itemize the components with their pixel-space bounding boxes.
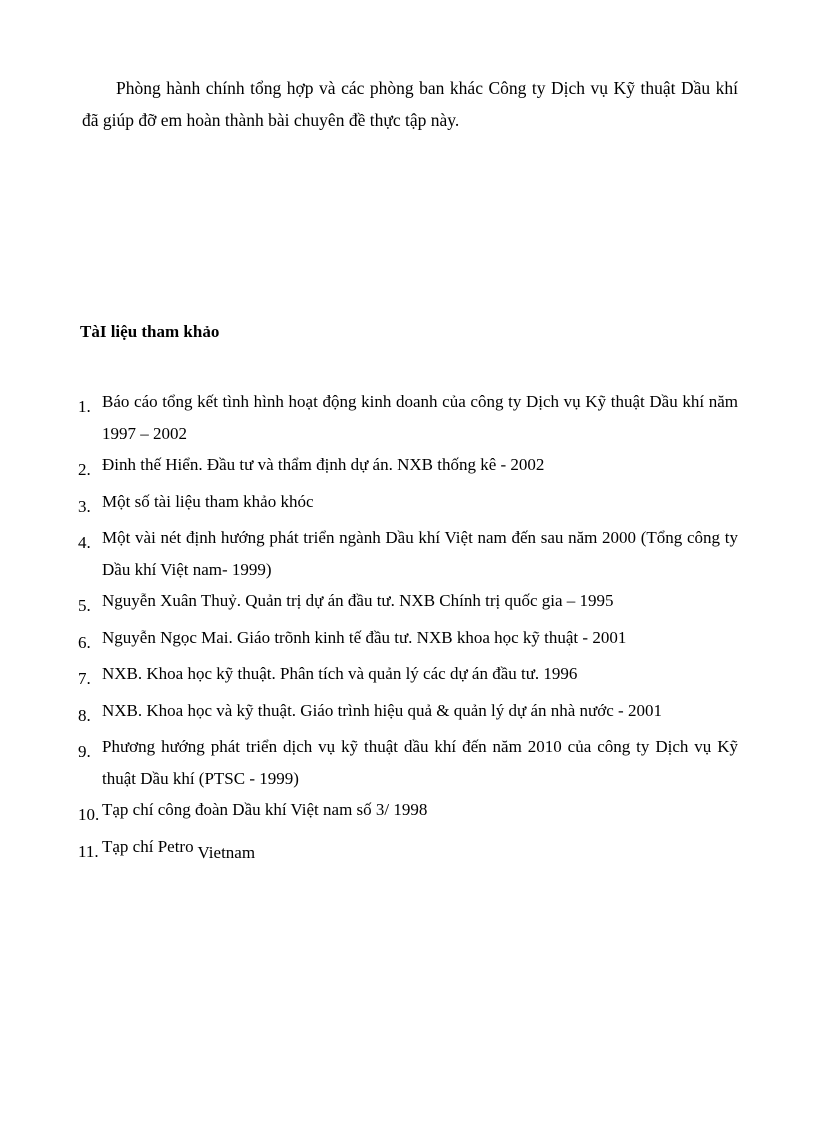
reference-text: Một vài nét định hướng phát triển ngành Dầu khí Việt nam đến sau năm 2000 (Tổng công ty Dầu khí Việt nam- 1999) [102, 528, 738, 579]
reference-text: Báo cáo tổng kết tình hình hoạt động kinh doanh của công ty Dịch vụ Kỹ thuật Dầu khí năm 1997 – 2002 [102, 392, 738, 443]
reference-text-part: Vietnam [197, 842, 256, 862]
reference-item [78, 731, 738, 794]
reference-text: NXB. Khoa học và kỹ thuật. Giáo trình hiệu quả & quản lý dự án nhà nước - 2001 [102, 700, 662, 720]
reference-text: Nguyễn Ngọc Mai. Giáo trõnh kinh tế đầu tư. NXB khoa học kỹ thuật - 2001 [102, 627, 627, 647]
reference-item [78, 486, 738, 523]
reference-text: Nguyễn Xuân Thuỷ. Quản trị dự án đầu tư. NXB Chính trị quốc gia – 1995 [102, 591, 614, 610]
reference-number: 4. [78, 533, 91, 552]
reference-item [78, 386, 738, 449]
reference-number: 11. [78, 841, 99, 861]
reference-number: 9. [78, 742, 91, 761]
reference-text: Một số tài liệu tham khảo khóc [102, 491, 314, 511]
reference-item [78, 794, 738, 831]
reference-item [78, 695, 738, 732]
reference-number: 10. [78, 805, 100, 824]
reference-number: 2. [78, 460, 91, 479]
reference-number: 7. [78, 669, 91, 688]
reference-number: 6. [78, 632, 91, 652]
reference-number: 8. [78, 705, 91, 725]
reference-text-part: Tạp chí Petro [102, 836, 194, 856]
reference-text: Đinh thế Hiển. Đầu tư và thẩm định dự án. NXB thống kê - 2002 [102, 455, 545, 474]
reference-text: Tạp chí công đoàn Dầu khí Việt nam số 3/ 1998 [102, 800, 428, 819]
reference-item [78, 831, 738, 868]
reference-text [102, 831, 738, 863]
reference-number: 3. [78, 496, 91, 516]
reference-item [78, 449, 738, 486]
references-list [78, 386, 738, 867]
references-heading: TàI liệu tham khảo [80, 322, 220, 341]
intro-paragraph: Phòng hành chính tổng hợp và các phòng ban khác Công ty Dịch vụ Kỹ thuật Dầu khí đã giúp đỡ em hoàn thành bài chuyên đề thực tập này. [82, 78, 738, 130]
reference-number: 1. [78, 397, 91, 416]
reference-text: Phương hướng phát triển dịch vụ kỹ thuật dầu khí đến năm 2010 của công ty Dịch vụ Kỹ thuật Dầu khí (PTSC - 1999) [102, 737, 738, 788]
reference-text: NXB. Khoa học kỹ thuật. Phân tích và quản lý các dự án đầu tư. 1996 [102, 664, 578, 683]
reference-item [78, 585, 738, 622]
reference-item [78, 658, 738, 695]
reference-number: 5. [78, 596, 91, 615]
reference-item [78, 522, 738, 585]
reference-item [78, 622, 738, 659]
